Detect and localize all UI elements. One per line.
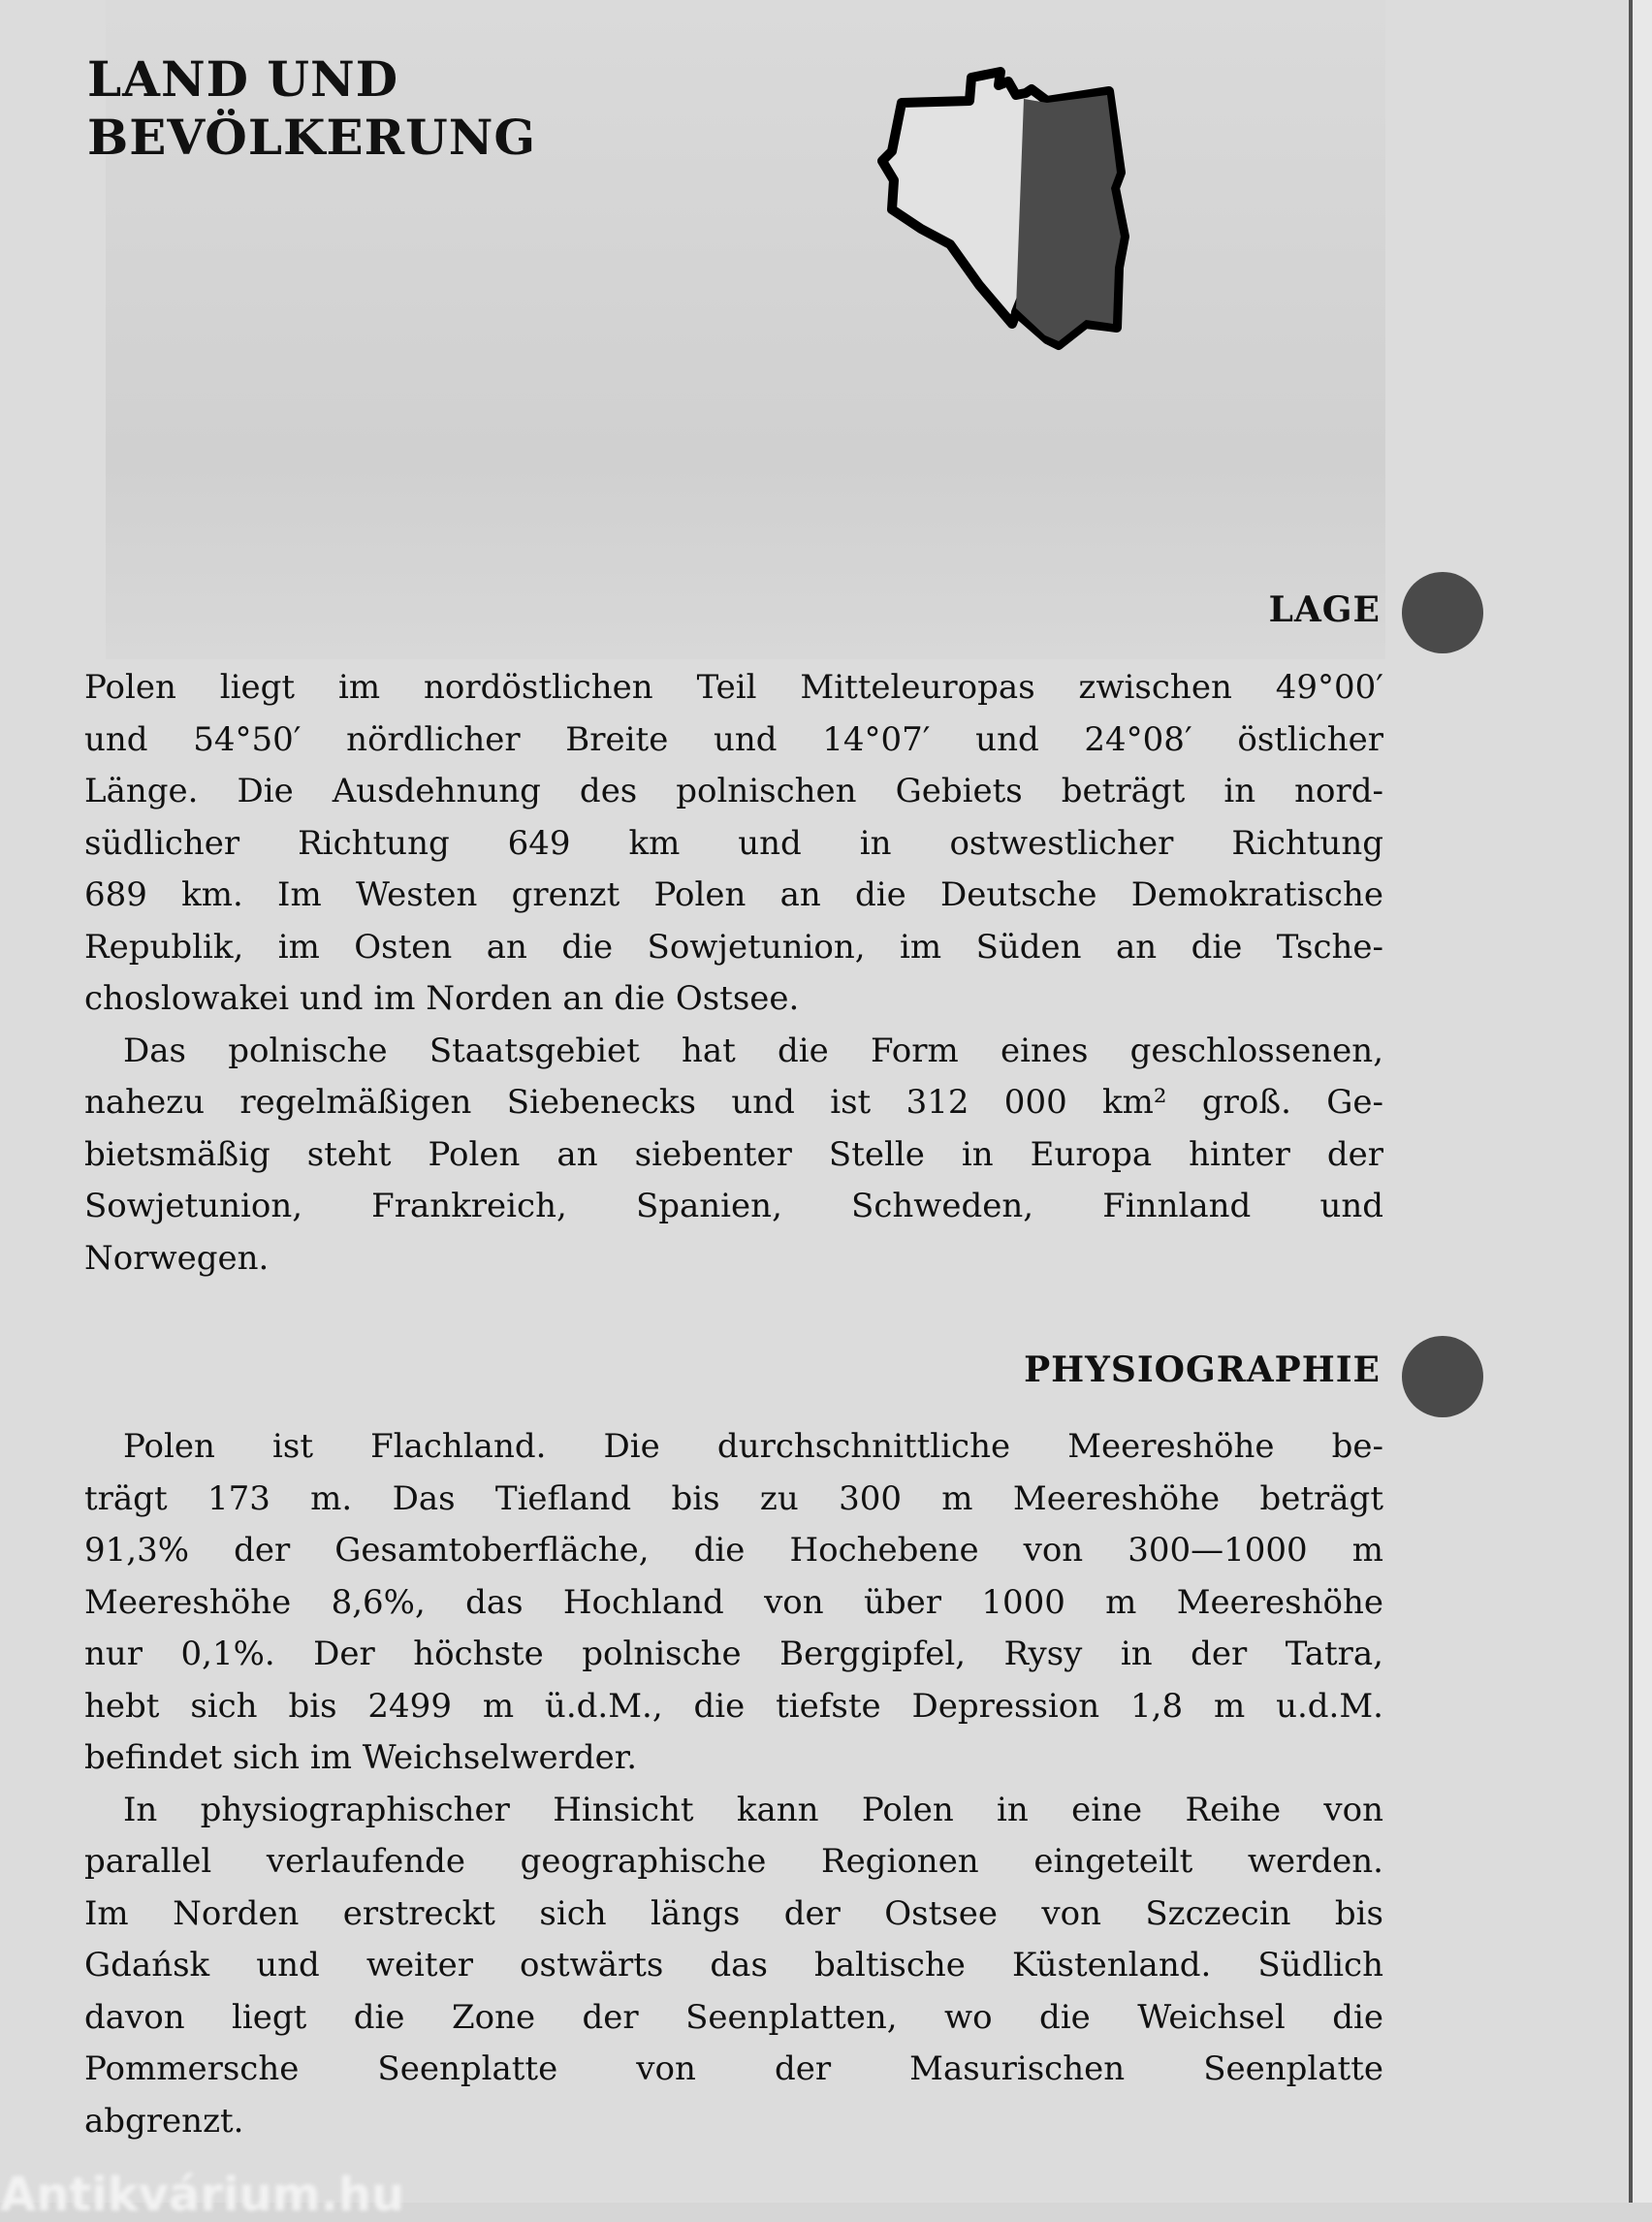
text-line: nahezu regelmäßigen Siebenecks und ist 312 000 km² groß. Ge- xyxy=(84,1083,1383,1122)
text-line: hebt sich bis 2499 m ü.d.M., die tiefste Depression 1,8 m u.d.M. xyxy=(84,1686,1383,1726)
text-line: Im Norden erstreckt sich längs der Ostsee von Szczecin bis xyxy=(84,1893,1383,1933)
text-line: Pommersche Seenplatte von der Masurischen Seenplatte xyxy=(84,2049,1383,2088)
text-line: Polen liegt im nordöstlichen Teil Mitteleuropas zwischen 49°00′ xyxy=(84,668,1383,707)
text-line: Sowjetunion, Frankreich, Spanien, Schweden, Finnland und xyxy=(84,1187,1383,1225)
text-line: befindet sich im Weichselwerder. xyxy=(84,1738,638,1777)
text-line: 91,3% der Gesamtoberfläche, die Hochebene von 300—1000 m xyxy=(84,1531,1383,1570)
text-line: trägt 173 m. Das Tiefland bis zu 300 m Meereshöhe beträgt xyxy=(84,1478,1383,1518)
text-line: nur 0,1%. Der höchste polnische Berggipfel, Rysy in der Tatra, xyxy=(84,1635,1383,1673)
text-line: In physiographischer Hinsicht kann Polen in eine Reihe von xyxy=(123,1790,1383,1829)
title-line: BEVÖLKERUNG xyxy=(87,109,537,166)
poland-map-icon xyxy=(853,64,1134,355)
text-line: und 54°50′ nördlicher Breite und 14°07′ und 24°08′ östlicher xyxy=(84,719,1383,759)
background-strip xyxy=(1633,0,1652,2203)
text-line: Polen ist Flachland. Die durchschnittliche Meereshöhe be- xyxy=(123,1427,1383,1466)
text-line: Meereshöhe 8,6%, das Hochland von über 1000 m Meereshöhe xyxy=(84,1582,1383,1622)
text-line: choslowakei und im Norden an die Ostsee. xyxy=(84,979,800,1018)
title-line: LAND UND xyxy=(87,50,399,108)
section-heading-lage: LAGE xyxy=(1268,589,1381,630)
section-heading-physiographie: PHYSIOGRAPHIE xyxy=(1024,1349,1381,1390)
section-marker-dot xyxy=(1402,572,1483,653)
text-line: Republik, im Osten an die Sowjetunion, im Süden an die Tsche- xyxy=(84,927,1383,967)
text-line: südlicher Richtung 649 km und in ostwestlicher Richtung xyxy=(84,823,1383,863)
section-lage-text xyxy=(84,662,1383,1285)
text-line: 689 km. Im Westen grenzt Polen an die Deutsche Demokratische xyxy=(84,875,1383,914)
text-line: davon liegt die Zone der Seenplatten, wo die Weichsel die xyxy=(84,1997,1383,2037)
text-line: Das polnische Staatsgebiet hat die Form eines geschlossenen, xyxy=(123,1031,1383,1070)
section-physiographie-text xyxy=(84,1421,1383,2147)
text-line: Länge. Die Ausdehnung des polnischen Gebiets beträgt in nord- xyxy=(84,772,1383,810)
chapter-title xyxy=(87,50,536,167)
text-line: bietsmäßig steht Polen an siebenter Stelle in Europa hinter der xyxy=(84,1134,1383,1174)
text-line: Gdańsk und weiter ostwärts das baltische Küstenland. Südlich xyxy=(84,1946,1383,1984)
text-line: abgrenzt. xyxy=(84,2101,244,2141)
watermark: Antikvárium.hu xyxy=(0,2168,405,2222)
section-marker-dot xyxy=(1402,1336,1483,1417)
text-line: Norwegen. xyxy=(84,1238,270,1278)
text-line: parallel verlaufende geographische Regionen eingeteilt werden. xyxy=(84,1842,1383,1881)
